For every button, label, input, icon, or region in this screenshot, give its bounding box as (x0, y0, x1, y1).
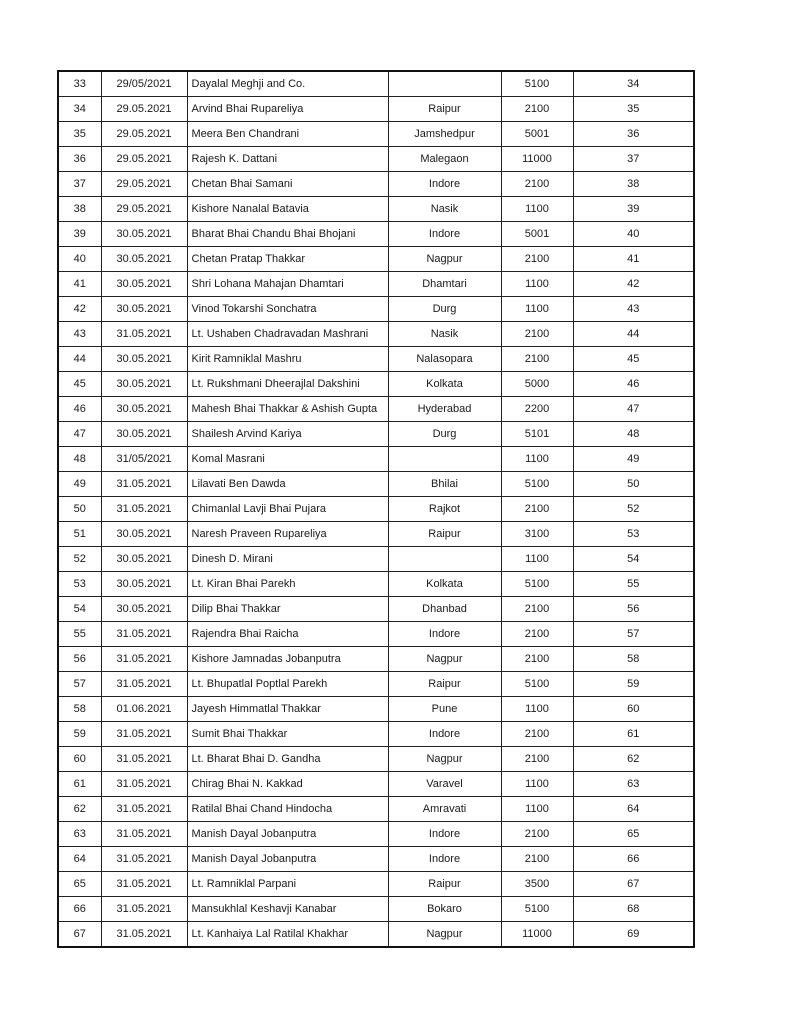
date-cell: 31.05.2021 (101, 672, 187, 697)
date-cell: 29.05.2021 (101, 197, 187, 222)
serial-number-cell: 66 (58, 897, 101, 922)
donor-name-cell: Lt. Ramniklal Parpani (187, 872, 388, 897)
date-cell: 30.05.2021 (101, 347, 187, 372)
table-row (58, 497, 694, 522)
city-cell: Kolkata (388, 572, 501, 597)
table-row (58, 597, 694, 622)
serial-number-cell: 43 (58, 322, 101, 347)
city-cell: Dhanbad (388, 597, 501, 622)
donor-name-cell: Arvind Bhai Rupareliya (187, 97, 388, 122)
donor-name-cell: Chirag Bhai N. Kakkad (187, 772, 388, 797)
city-cell: Durg (388, 422, 501, 447)
receipt-number-cell: 50 (573, 472, 694, 497)
serial-number-cell: 67 (58, 922, 101, 948)
amount-cell: 1100 (501, 447, 573, 472)
amount-cell: 1100 (501, 772, 573, 797)
receipt-number-cell: 62 (573, 747, 694, 772)
serial-number-cell: 53 (58, 572, 101, 597)
receipt-number-cell: 35 (573, 97, 694, 122)
table-row (58, 872, 694, 897)
city-cell: Rajkot (388, 497, 501, 522)
donor-name-cell: Chetan Bhai Samani (187, 172, 388, 197)
date-cell: 31.05.2021 (101, 622, 187, 647)
date-cell: 29/05/2021 (101, 71, 187, 97)
city-cell: Nagpur (388, 247, 501, 272)
date-cell: 31.05.2021 (101, 897, 187, 922)
donor-name-cell: Rajesh K. Dattani (187, 147, 388, 172)
serial-number-cell: 60 (58, 747, 101, 772)
receipt-number-cell: 52 (573, 497, 694, 522)
date-cell: 30.05.2021 (101, 522, 187, 547)
table-row (58, 747, 694, 772)
table-row (58, 247, 694, 272)
city-cell: Kolkata (388, 372, 501, 397)
amount-cell: 2100 (501, 647, 573, 672)
donor-name-cell: Komal Masrani (187, 447, 388, 472)
date-cell: 31.05.2021 (101, 497, 187, 522)
date-cell: 30.05.2021 (101, 597, 187, 622)
serial-number-cell: 46 (58, 397, 101, 422)
serial-number-cell: 59 (58, 722, 101, 747)
amount-cell: 2100 (501, 822, 573, 847)
table-row (58, 172, 694, 197)
city-cell: Hyderabad (388, 397, 501, 422)
serial-number-cell: 65 (58, 872, 101, 897)
date-cell: 29.05.2021 (101, 122, 187, 147)
serial-number-cell: 42 (58, 297, 101, 322)
donor-name-cell: Chimanlal Lavji Bhai Pujara (187, 497, 388, 522)
date-cell: 30.05.2021 (101, 247, 187, 272)
date-cell: 31.05.2021 (101, 647, 187, 672)
amount-cell: 3100 (501, 522, 573, 547)
donor-name-cell: Jayesh Himmatlal Thakkar (187, 697, 388, 722)
city-cell: Malegaon (388, 147, 501, 172)
date-cell: 31.05.2021 (101, 922, 187, 948)
receipt-number-cell: 40 (573, 222, 694, 247)
donor-name-cell: Dayalal Meghji and Co. (187, 71, 388, 97)
receipt-number-cell: 38 (573, 172, 694, 197)
amount-cell: 2100 (501, 97, 573, 122)
city-cell (388, 547, 501, 572)
date-cell: 31.05.2021 (101, 722, 187, 747)
serial-number-cell: 45 (58, 372, 101, 397)
receipt-number-cell: 44 (573, 322, 694, 347)
amount-cell: 2100 (501, 172, 573, 197)
serial-number-cell: 50 (58, 497, 101, 522)
date-cell: 31/05/2021 (101, 447, 187, 472)
amount-cell: 11000 (501, 922, 573, 948)
donor-name-cell: Shri Lohana Mahajan Dhamtari (187, 272, 388, 297)
donor-name-cell: Meera Ben Chandrani (187, 122, 388, 147)
city-cell: Durg (388, 297, 501, 322)
city-cell: Indore (388, 722, 501, 747)
receipt-number-cell: 61 (573, 722, 694, 747)
donor-name-cell: Lilavati Ben Dawda (187, 472, 388, 497)
amount-cell: 2100 (501, 347, 573, 372)
receipt-number-cell: 65 (573, 822, 694, 847)
amount-cell: 5000 (501, 372, 573, 397)
city-cell: Indore (388, 222, 501, 247)
donor-name-cell: Kishore Jamnadas Jobanputra (187, 647, 388, 672)
city-cell: Raipur (388, 522, 501, 547)
receipt-number-cell: 48 (573, 422, 694, 447)
serial-number-cell: 38 (58, 197, 101, 222)
donor-name-cell: Kirit Ramniklal Mashru (187, 347, 388, 372)
donor-name-cell: Dilip Bhai Thakkar (187, 597, 388, 622)
receipt-number-cell: 42 (573, 272, 694, 297)
serial-number-cell: 44 (58, 347, 101, 372)
receipt-number-cell: 45 (573, 347, 694, 372)
table-row (58, 847, 694, 872)
city-cell: Nagpur (388, 747, 501, 772)
city-cell (388, 447, 501, 472)
receipt-number-cell: 60 (573, 697, 694, 722)
date-cell: 31.05.2021 (101, 772, 187, 797)
date-cell: 30.05.2021 (101, 372, 187, 397)
amount-cell: 5100 (501, 572, 573, 597)
table-row (58, 447, 694, 472)
serial-number-cell: 33 (58, 71, 101, 97)
table-row (58, 297, 694, 322)
donor-name-cell: Chetan Pratap Thakkar (187, 247, 388, 272)
donor-name-cell: Bharat Bhai Chandu Bhai Bhojani (187, 222, 388, 247)
amount-cell: 1100 (501, 547, 573, 572)
serial-number-cell: 49 (58, 472, 101, 497)
date-cell: 31.05.2021 (101, 847, 187, 872)
donor-name-cell: Sumit Bhai Thakkar (187, 722, 388, 747)
date-cell: 29.05.2021 (101, 147, 187, 172)
amount-cell: 2100 (501, 497, 573, 522)
date-cell: 31.05.2021 (101, 872, 187, 897)
serial-number-cell: 64 (58, 847, 101, 872)
amount-cell: 2100 (501, 847, 573, 872)
receipt-number-cell: 36 (573, 122, 694, 147)
serial-number-cell: 48 (58, 447, 101, 472)
serial-number-cell: 58 (58, 697, 101, 722)
table-row (58, 572, 694, 597)
table-row (58, 197, 694, 222)
table-row (58, 347, 694, 372)
table-row (58, 71, 694, 97)
amount-cell: 11000 (501, 147, 573, 172)
serial-number-cell: 47 (58, 422, 101, 447)
city-cell: Bhilai (388, 472, 501, 497)
serial-number-cell: 51 (58, 522, 101, 547)
table-row (58, 547, 694, 572)
table-row (58, 222, 694, 247)
date-cell: 01.06.2021 (101, 697, 187, 722)
serial-number-cell: 61 (58, 772, 101, 797)
table-row (58, 647, 694, 672)
city-cell: Nagpur (388, 647, 501, 672)
date-cell: 29.05.2021 (101, 172, 187, 197)
amount-cell: 5001 (501, 222, 573, 247)
amount-cell: 5001 (501, 122, 573, 147)
serial-number-cell: 62 (58, 797, 101, 822)
receipt-number-cell: 41 (573, 247, 694, 272)
receipt-number-cell: 56 (573, 597, 694, 622)
donor-name-cell: Lt. Kanhaiya Lal Ratilal Khakhar (187, 922, 388, 948)
city-cell: Indore (388, 822, 501, 847)
receipt-number-cell: 55 (573, 572, 694, 597)
city-cell: Jamshedpur (388, 122, 501, 147)
receipt-number-cell: 68 (573, 897, 694, 922)
serial-number-cell: 55 (58, 622, 101, 647)
date-cell: 30.05.2021 (101, 222, 187, 247)
city-cell: Varavel (388, 772, 501, 797)
table-row (58, 722, 694, 747)
date-cell: 31.05.2021 (101, 747, 187, 772)
donor-name-cell: Mahesh Bhai Thakkar & Ashish Gupta (187, 397, 388, 422)
receipt-number-cell: 54 (573, 547, 694, 572)
donor-name-cell: Naresh Praveen Rupareliya (187, 522, 388, 547)
table-row (58, 322, 694, 347)
table-row (58, 697, 694, 722)
city-cell: Indore (388, 847, 501, 872)
table-row (58, 922, 694, 948)
serial-number-cell: 63 (58, 822, 101, 847)
date-cell: 30.05.2021 (101, 572, 187, 597)
table-row (58, 522, 694, 547)
table-row (58, 897, 694, 922)
amount-cell: 2200 (501, 397, 573, 422)
donor-name-cell: Manish Dayal Jobanputra (187, 847, 388, 872)
donor-name-cell: Rajendra Bhai Raicha (187, 622, 388, 647)
date-cell: 31.05.2021 (101, 322, 187, 347)
amount-cell: 1100 (501, 697, 573, 722)
donor-name-cell: Lt. Kiran Bhai Parekh (187, 572, 388, 597)
table-row (58, 772, 694, 797)
serial-number-cell: 36 (58, 147, 101, 172)
amount-cell: 5100 (501, 897, 573, 922)
donor-name-cell: Kishore Nanalal Batavia (187, 197, 388, 222)
city-cell: Amravati (388, 797, 501, 822)
table-row (58, 797, 694, 822)
receipt-number-cell: 34 (573, 71, 694, 97)
amount-cell: 1100 (501, 797, 573, 822)
amount-cell: 5101 (501, 422, 573, 447)
serial-number-cell: 37 (58, 172, 101, 197)
receipt-number-cell: 67 (573, 872, 694, 897)
date-cell: 31.05.2021 (101, 822, 187, 847)
receipt-number-cell: 66 (573, 847, 694, 872)
donor-name-cell: Mansukhlal Keshavji Kanabar (187, 897, 388, 922)
receipt-number-cell: 64 (573, 797, 694, 822)
city-cell: Nalasopara (388, 347, 501, 372)
donation-table (57, 70, 695, 948)
receipt-number-cell: 58 (573, 647, 694, 672)
amount-cell: 1100 (501, 197, 573, 222)
table-row (58, 472, 694, 497)
document-page (57, 70, 695, 948)
receipt-number-cell: 37 (573, 147, 694, 172)
amount-cell: 2100 (501, 322, 573, 347)
table-row (58, 147, 694, 172)
date-cell: 30.05.2021 (101, 272, 187, 297)
date-cell: 30.05.2021 (101, 547, 187, 572)
receipt-number-cell: 39 (573, 197, 694, 222)
amount-cell: 2100 (501, 722, 573, 747)
city-cell: Raipur (388, 672, 501, 697)
receipt-number-cell: 47 (573, 397, 694, 422)
amount-cell: 5100 (501, 71, 573, 97)
donor-name-cell: Ratilal Bhai Chand Hindocha (187, 797, 388, 822)
serial-number-cell: 34 (58, 97, 101, 122)
table-row (58, 272, 694, 297)
donor-name-cell: Dinesh D. Mirani (187, 547, 388, 572)
city-cell (388, 71, 501, 97)
serial-number-cell: 41 (58, 272, 101, 297)
amount-cell: 2100 (501, 597, 573, 622)
donor-name-cell: Vinod Tokarshi Sonchatra (187, 297, 388, 322)
serial-number-cell: 39 (58, 222, 101, 247)
table-row (58, 822, 694, 847)
city-cell: Raipur (388, 872, 501, 897)
receipt-number-cell: 57 (573, 622, 694, 647)
amount-cell: 1100 (501, 297, 573, 322)
city-cell: Nasik (388, 322, 501, 347)
receipt-number-cell: 49 (573, 447, 694, 472)
serial-number-cell: 56 (58, 647, 101, 672)
serial-number-cell: 57 (58, 672, 101, 697)
city-cell: Indore (388, 172, 501, 197)
amount-cell: 3500 (501, 872, 573, 897)
receipt-number-cell: 53 (573, 522, 694, 547)
donor-name-cell: Lt. Rukshmani Dheerajlal Dakshini (187, 372, 388, 397)
date-cell: 31.05.2021 (101, 472, 187, 497)
date-cell: 30.05.2021 (101, 422, 187, 447)
receipt-number-cell: 63 (573, 772, 694, 797)
table-row (58, 122, 694, 147)
amount-cell: 5100 (501, 472, 573, 497)
table-row (58, 372, 694, 397)
table-row (58, 622, 694, 647)
city-cell: Dhamtari (388, 272, 501, 297)
receipt-number-cell: 43 (573, 297, 694, 322)
date-cell: 31.05.2021 (101, 797, 187, 822)
donor-name-cell: Lt. Bharat Bhai D. Gandha (187, 747, 388, 772)
city-cell: Raipur (388, 97, 501, 122)
date-cell: 30.05.2021 (101, 297, 187, 322)
table-row (58, 422, 694, 447)
receipt-number-cell: 59 (573, 672, 694, 697)
table-row (58, 397, 694, 422)
date-cell: 30.05.2021 (101, 397, 187, 422)
amount-cell: 5100 (501, 672, 573, 697)
date-cell: 29.05.2021 (101, 97, 187, 122)
amount-cell: 2100 (501, 622, 573, 647)
serial-number-cell: 54 (58, 597, 101, 622)
amount-cell: 1100 (501, 272, 573, 297)
donor-name-cell: Shailesh Arvind Kariya (187, 422, 388, 447)
amount-cell: 2100 (501, 747, 573, 772)
receipt-number-cell: 46 (573, 372, 694, 397)
donor-name-cell: Manish Dayal Jobanputra (187, 822, 388, 847)
city-cell: Nasik (388, 197, 501, 222)
serial-number-cell: 52 (58, 547, 101, 572)
city-cell: Indore (388, 622, 501, 647)
serial-number-cell: 40 (58, 247, 101, 272)
table-row (58, 97, 694, 122)
amount-cell: 2100 (501, 247, 573, 272)
serial-number-cell: 35 (58, 122, 101, 147)
table-row (58, 672, 694, 697)
donor-name-cell: Lt. Ushaben Chadravadan Mashrani (187, 322, 388, 347)
city-cell: Nagpur (388, 922, 501, 948)
donor-name-cell: Lt. Bhupatlal Poptlal Parekh (187, 672, 388, 697)
table-body (58, 71, 694, 947)
receipt-number-cell: 69 (573, 922, 694, 948)
city-cell: Bokaro (388, 897, 501, 922)
city-cell: Pune (388, 697, 501, 722)
